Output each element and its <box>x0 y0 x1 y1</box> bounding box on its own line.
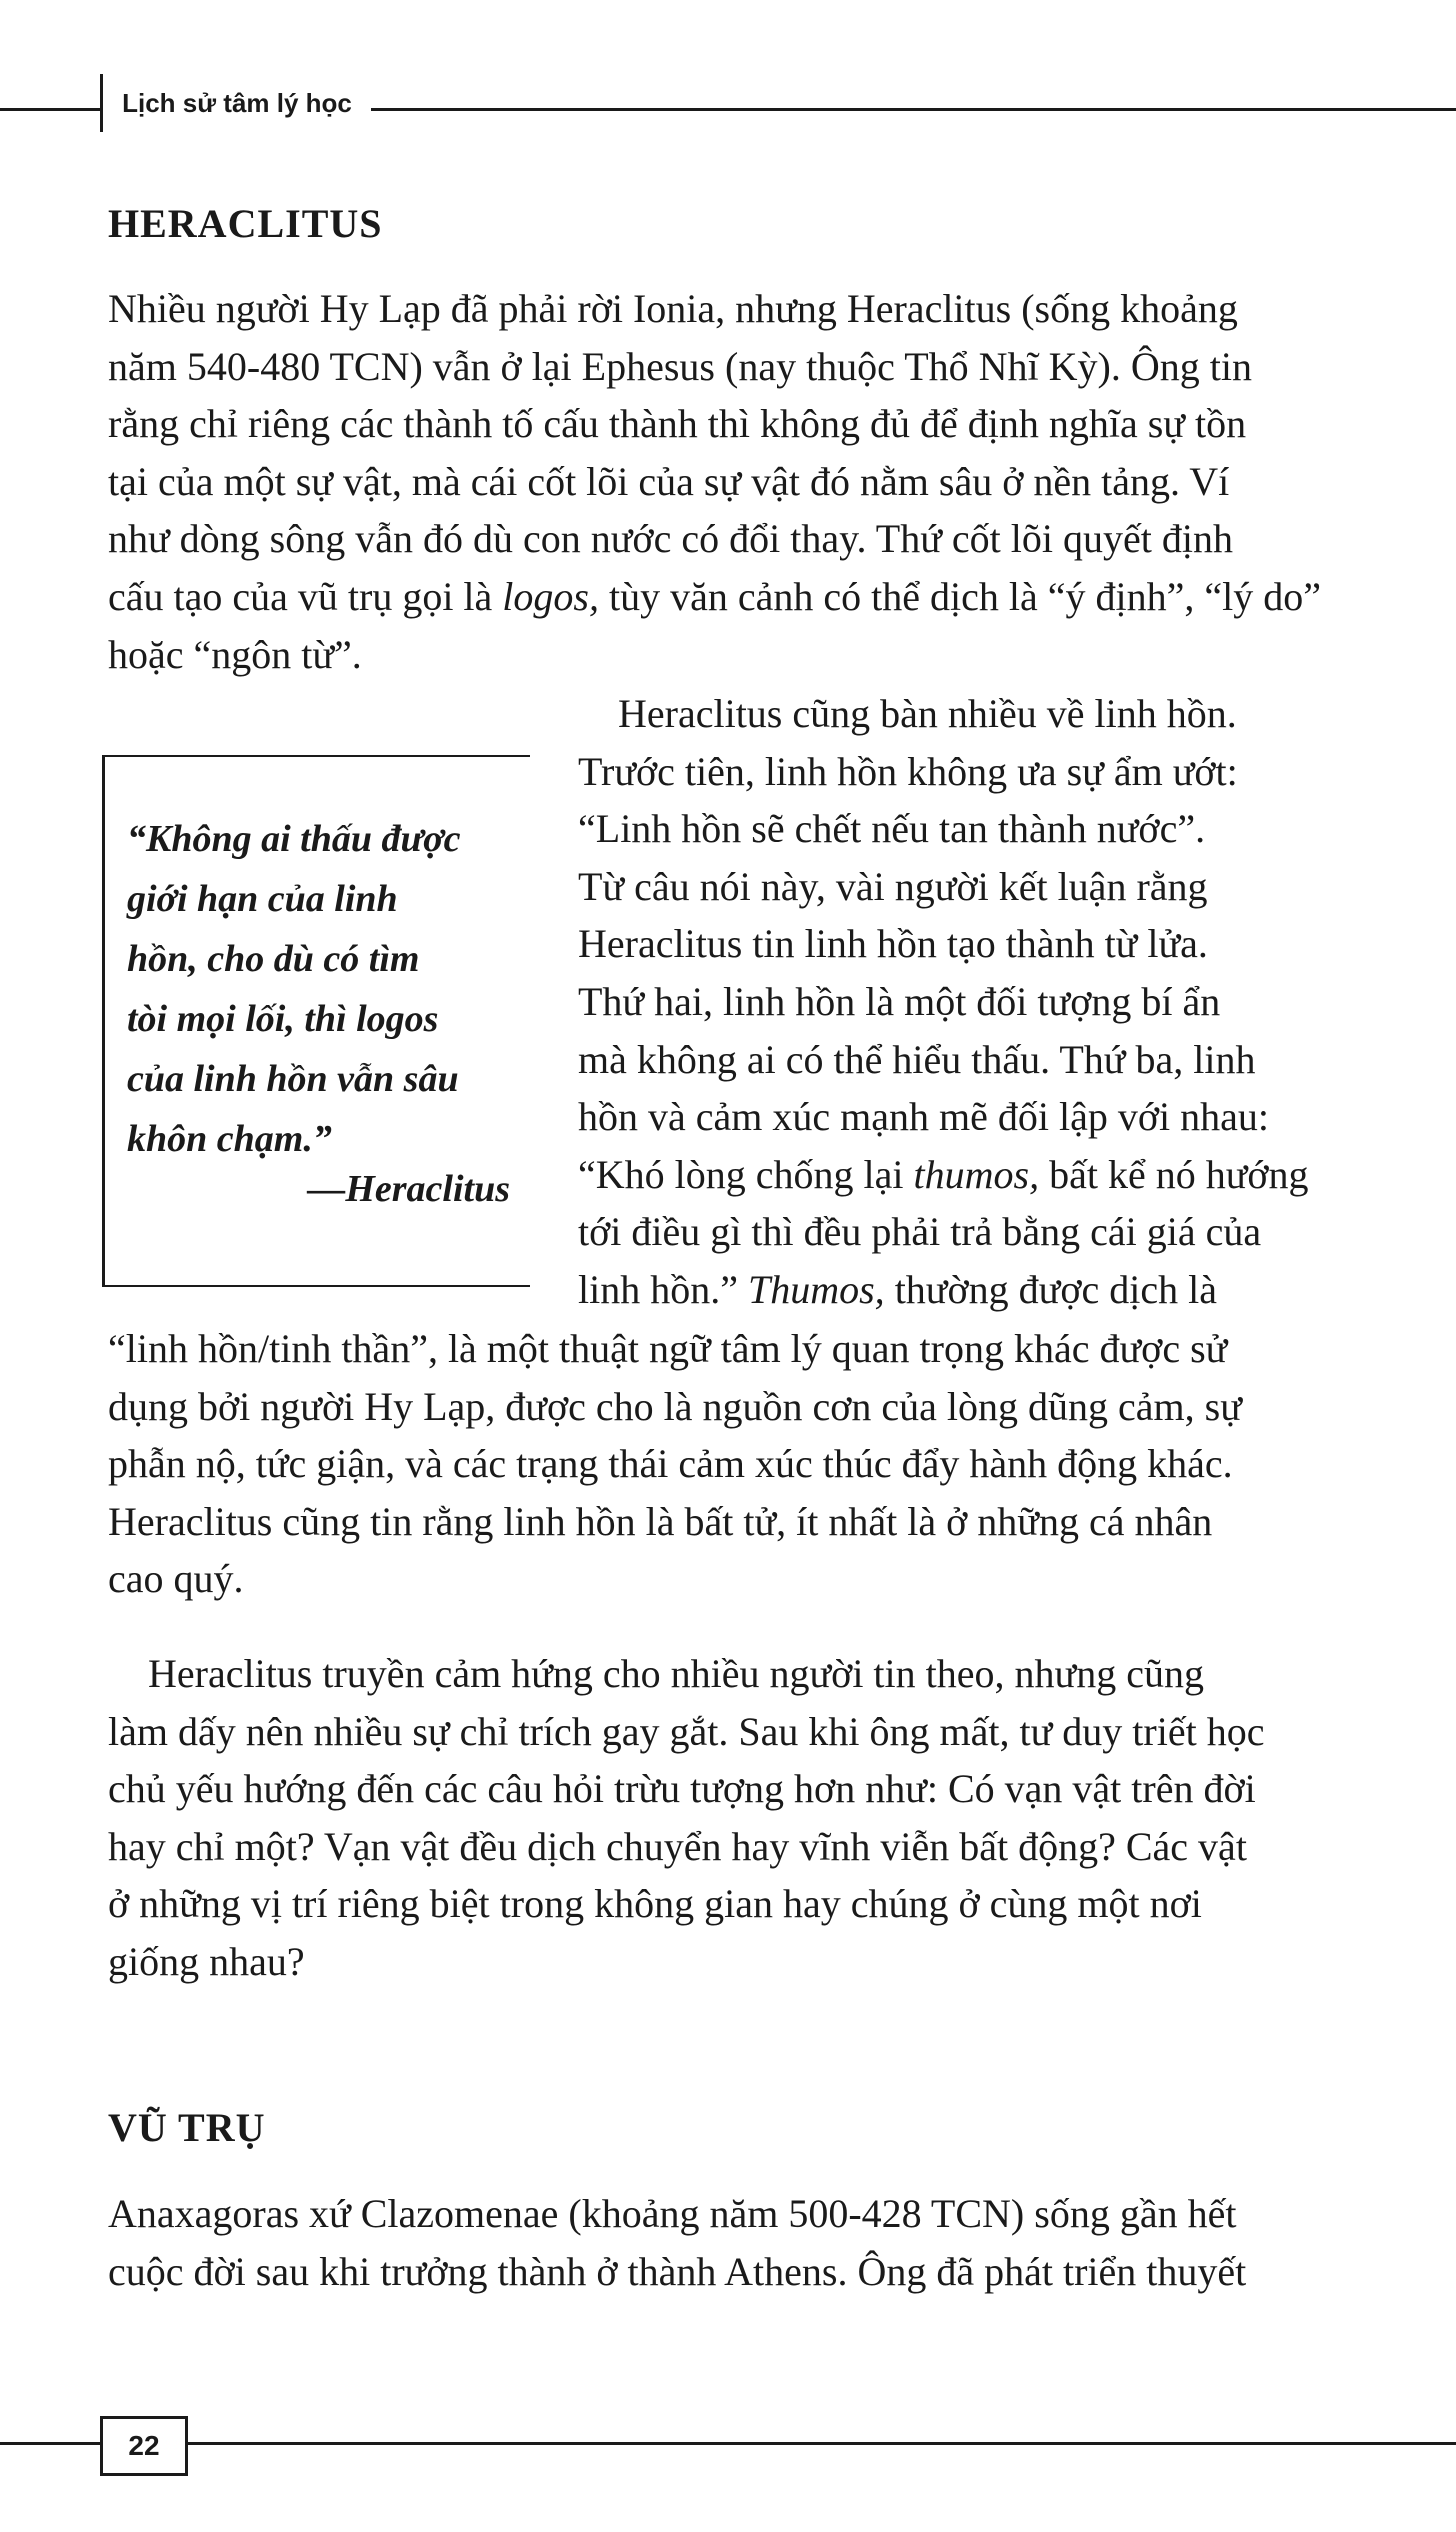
text-line: Nhiều người Hy Lạp đã phải rời Ionia, nhưng Heraclitus (sống khoảng <box>108 286 1238 331</box>
page-number-box <box>100 2416 188 2476</box>
pull-quote <box>102 755 530 1287</box>
term-thumos: thumos, <box>913 1151 1040 1197</box>
text-line: rằng chỉ riêng các thành tố cấu thành thì không đủ để định nghĩa sự tồn <box>108 401 1247 447</box>
paragraph-anaxagoras: Anaxagoras xứ Clazomenae (khoảng năm 500-428 TCN) sống gần hết cuộc đời sau khi trưởng thành ở thành Athens. Ông đã phát triển thuyết <box>108 2191 1247 2294</box>
paragraph-heraclitus-legacy: Heraclitus truyền cảm hứng cho nhiều người tin theo, nhưng cũng làm dấy nên nhiều sự chỉ trích gay gắt. Sau khi ông mất, tư duy triết học chủ yếu hướng đến các câu hỏi trừu tượng hơn như: Có vạn vật trên đời hay chỉ một? Vạn vật đều dịch chuyển hay vĩnh viễn bất động? Các vật ở những vị trí riêng biệt trong không gian hay chúng ở cùng một nơi giống nhau? <box>108 1651 1265 1984</box>
running-title: Lịch sử tâm lý học <box>122 87 352 118</box>
paragraph-heraclitus-intro <box>108 280 1360 683</box>
page-number: 22 <box>128 2430 160 2461</box>
text-line: hoặc “ngôn từ”. <box>108 631 362 677</box>
text-line: như dòng sông vẫn đó dù con nước có đổi thay. Thứ cốt lõi quyết định <box>108 516 1233 562</box>
text-line: năm 540-480 TCN) vẫn ở lại Ephesus (nay thuộc Thổ Nhĩ Kỳ). Ông tin <box>108 343 1252 389</box>
pull-quote-text: “Không ai thấu được giới hạn của linh hồn, cho dù có tìm tòi mọi lối, thì logos của linh hồn vẫn sâu khôn chạm.” <box>127 818 461 1160</box>
term-logos: logos, <box>502 573 599 619</box>
text-line: cấu tạo của vũ trụ gọi là logos, tùy văn cảnh có thể dịch là “ý định”, “lý do” <box>108 573 1321 619</box>
term-thumos-2: Thumos, <box>747 1266 885 1312</box>
text-line: tại của một sự vật, mà cái cốt lõi của sự vật đó nằm sâu ở nền tảng. Ví <box>108 458 1230 504</box>
footer-rule <box>0 2442 1456 2445</box>
section-heading-heraclitus: HERACLITUS <box>108 201 383 246</box>
section-heading-vu-tru: VŨ TRỤ <box>108 2105 266 2150</box>
running-header <box>100 74 371 132</box>
paragraph-soul: Heraclitus cũng bàn nhiều về linh hồn. Trước tiên, linh hồn không ưa sự ẩm ướt: “Linh hồn sẽ chết nếu tan thành nước”. Từ câu nói này, vài người kết luận rằng Heraclitus tin linh hồn tạo thành từ lửa. Thứ hai, linh hồn là một đối tượng bí ẩn mà không ai có thể hiểu thấu. Thứ ba, linh hồn và cảm xúc mạnh mẽ đối lập với nhau: “Khó lòng chống lại thumos, bất kể nó hướng tới điều gì thì đều phải trả bằng cái giá của linh hồn.” Thumos, thường được dịch là <box>578 691 1309 1312</box>
paragraph-soul-continued: “linh hồn/tinh thần”, là một thuật ngữ tâm lý quan trọng khác được sử dụng bởi người Hy Lạp, được cho là nguồn cơn của lòng dũng cảm, sự phẫn nộ, tức giận, và các trạng thái cảm xúc thúc đẩy hành động khác. Heraclitus cũng tin rằng linh hồn là bất tử, ít nhất là ở những cá nhân cao quý. <box>108 1326 1242 1602</box>
pull-quote-attribution: —Heraclitus <box>307 1168 510 1210</box>
